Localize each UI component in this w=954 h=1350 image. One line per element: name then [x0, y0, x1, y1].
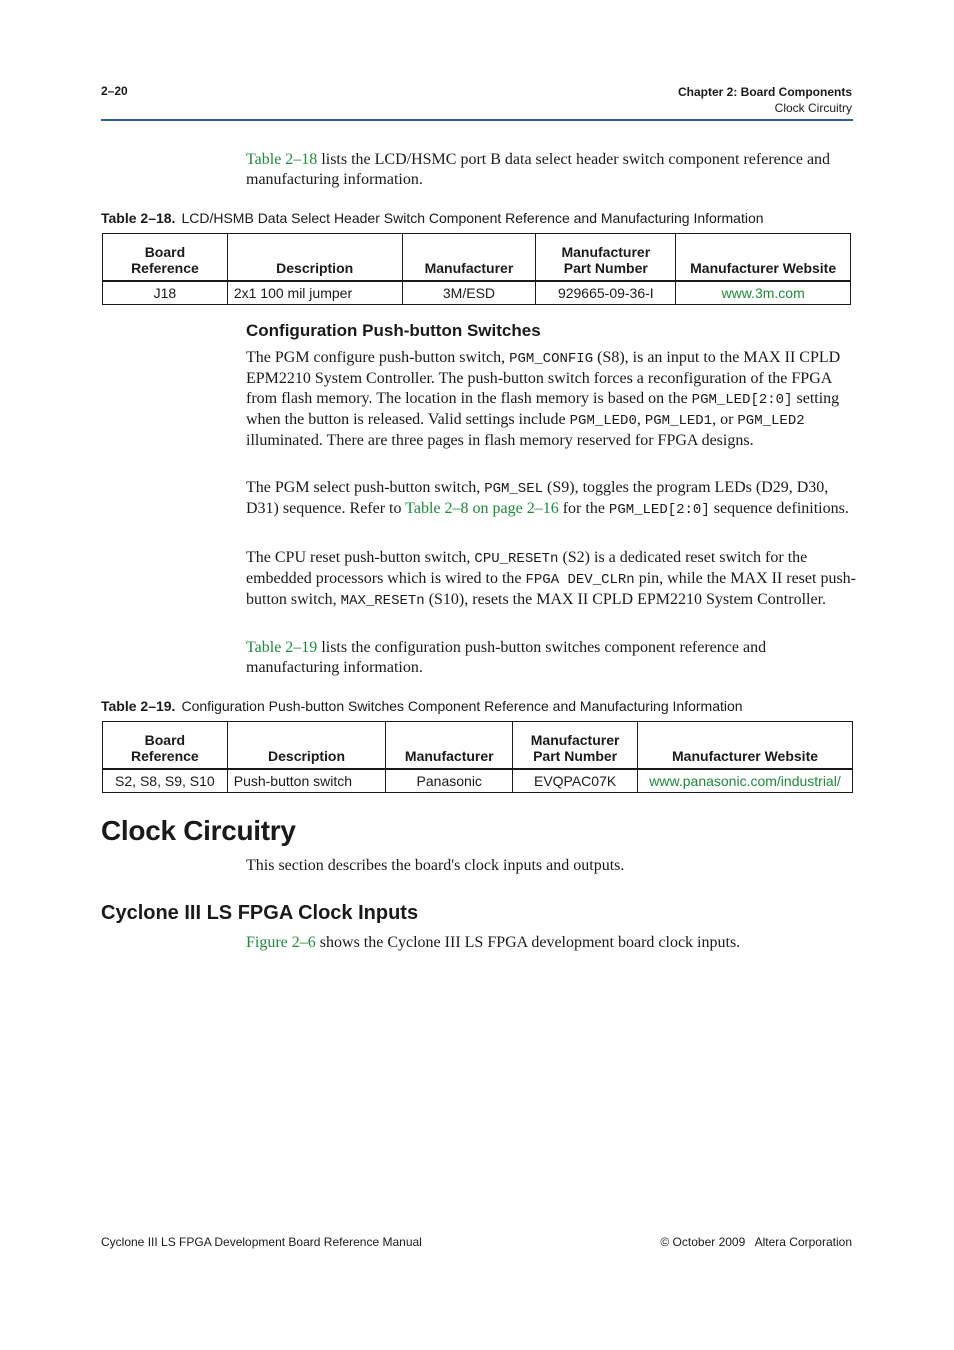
- table-header-row: [103, 234, 851, 282]
- cyclone-clock-inputs-heading: Cyclone III LS FPGA Clock Inputs: [101, 902, 419, 924]
- cpu-reset-paragraph: The CPU reset push-button switch, CPU_RESETn (S2) is a dedicated reset switch for the embedded processors which is wired to the FPGA DEV_CLRn pin, while the MAX II reset push-button switch, MAX_RESETn (S10), resets the MAX II CPLD EPM2210 System Controller.: [246, 549, 856, 609]
- table19-caption: Table 2–19. Configuration Push-button Switches Component Reference and Manufacturing Information: [101, 698, 743, 714]
- header-rule: [101, 119, 853, 121]
- col-manufacturer: Manufacturer: [402, 234, 536, 282]
- table18-intro: Table 2–18 lists the LCD/HSMC port B data select header switch component reference and manufacturing information.: [246, 151, 831, 188]
- cell-desc: 2x1 100 mil jumper: [227, 281, 402, 305]
- clock-inputs-paragraph: Figure 2–6 shows the Cyclone III LS FPGA development board clock inputs.: [246, 934, 741, 951]
- table19: [102, 721, 853, 793]
- table-row: [103, 769, 853, 793]
- table2-8-link[interactable]: Table 2–8 on page 2–16: [405, 500, 559, 517]
- table18: [102, 233, 851, 305]
- section-title: Clock Circuitry: [774, 101, 852, 115]
- cell-part: EVQPAC07K: [513, 769, 638, 793]
- cell-website-link[interactable]: www.3m.com: [676, 281, 851, 305]
- clock-circuitry-heading: Clock Circuitry: [101, 815, 296, 846]
- pgm-config-paragraph: The PGM configure push-button switch, PGM_CONFIG (S8), is an input to the MAX II CPLD EPM2210 System Controller. The push-button switch forces a reconfiguration of the FPGA from flash memory. The location in the flash memory is based on the PGM_LED[2:0] setting when the button is released. Valid settings include PGM_LED0, PGM_LED1, or PGM_LED2 illuminated. There are three pages in flash memory reserved for FPGA designs.: [246, 349, 841, 449]
- config-heading: Configuration Push-button Switches: [246, 321, 541, 340]
- running-header: [678, 84, 852, 116]
- col-description: Description: [227, 722, 386, 770]
- cell-ref: J18: [103, 281, 228, 305]
- clock-intro: This section describes the board's clock inputs and outputs.: [246, 857, 625, 874]
- col-website: Manufacturer Website: [676, 234, 851, 282]
- footer-manual-title: Cyclone III LS FPGA Development Board Reference Manual: [101, 1235, 422, 1249]
- cell-part: 929665-09-36-I: [536, 281, 676, 305]
- table19-intro: Table 2–19 lists the configuration push-button switches component reference and manufacturing information.: [246, 639, 767, 676]
- cell-mfr: Panasonic: [386, 769, 513, 793]
- col-description: Description: [227, 234, 402, 282]
- table18-link[interactable]: Table 2–18: [246, 151, 318, 168]
- cell-ref: S2, S8, S9, S10: [103, 769, 228, 793]
- table-row: [103, 281, 851, 305]
- footer-copyright: © October 2009 Altera Corporation: [660, 1235, 852, 1249]
- cell-desc: Push-button switch: [227, 769, 386, 793]
- cell-mfr: 3M/ESD: [402, 281, 536, 305]
- table19-link[interactable]: Table 2–19: [246, 639, 318, 656]
- figure2-6-link[interactable]: Figure 2–6: [246, 934, 316, 951]
- col-board-reference: Board Reference: [103, 234, 228, 282]
- cell-website-link[interactable]: www.panasonic.com/industrial/: [638, 769, 853, 793]
- col-manufacturer: Manufacturer: [386, 722, 513, 770]
- col-board-reference: Board Reference: [103, 722, 228, 770]
- page-number: 2–20: [101, 84, 128, 98]
- col-part-number: Manufacturer Part Number: [536, 234, 676, 282]
- col-part-number: Manufacturer Part Number: [513, 722, 638, 770]
- table-header-row: [103, 722, 853, 770]
- col-website: Manufacturer Website: [638, 722, 853, 770]
- pgm-select-paragraph: The PGM select push-button switch, PGM_SEL (S9), toggles the program LEDs (D29, D30, D31) sequence. Refer to Table 2–8 on page 2–16 for the PGM_LED[2:0] sequence definitions.: [246, 479, 849, 518]
- chapter-title: Chapter 2: Board Components: [677, 85, 852, 99]
- table18-caption: Table 2–18. LCD/HSMB Data Select Header Switch Component Reference and Manufacturing Information: [101, 210, 764, 226]
